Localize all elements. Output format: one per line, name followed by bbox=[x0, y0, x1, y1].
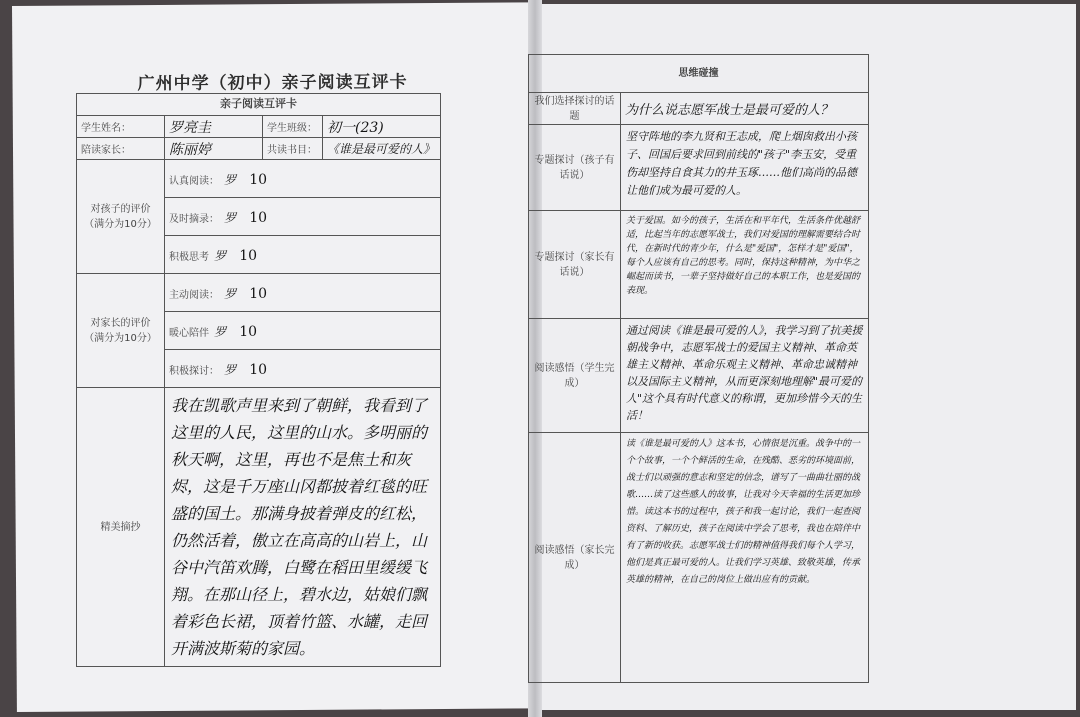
book-label: 共读书目： bbox=[263, 138, 323, 160]
book-value: 《谁是最可爱的人》 bbox=[323, 138, 441, 160]
parent-eval-prompt: 积极探讨： bbox=[169, 366, 219, 377]
parent-eval-mark: 罗 bbox=[214, 325, 227, 339]
discussion-table bbox=[528, 54, 869, 683]
child-eval-prompt: 及时摘录： bbox=[169, 214, 219, 225]
child-eval-score: 10 bbox=[239, 248, 258, 264]
parent-label: 陪读家长： bbox=[77, 138, 165, 160]
evaluation-table bbox=[76, 93, 441, 667]
child-eval-row bbox=[165, 198, 441, 236]
child-eval-label: 对孩子的评价（满分为10分） bbox=[77, 160, 165, 274]
parent-value: 陈丽婷 bbox=[165, 138, 263, 160]
parent-discussion-text: 关于爱国。如今的孩子，生活在和平年代，生活条件优越舒适，比起当年的志愿军战士，我们对爱国的理解需要结合时代，在新时代的青少年，什么是"爱国"，怎样才是"爱国"，每个人应该有自己的思考。同时，保持这种精神，为中华之崛起而读书，一辈子坚持做好自己的本职工作，也是爱国的表现。 bbox=[621, 211, 869, 319]
child-eval-prompt: 认真阅读： bbox=[169, 176, 219, 187]
parent-eval-mark: 罗 bbox=[224, 363, 237, 377]
parent-eval-row bbox=[165, 312, 441, 350]
parent-eval-prompt: 主动阅读： bbox=[169, 290, 219, 301]
parent-eval-score: 10 bbox=[239, 324, 258, 340]
child-eval-mark: 罗 bbox=[224, 211, 237, 225]
topic-label: 我们选择探讨的话题 bbox=[529, 93, 621, 125]
discussion-header: 思维碰撞 bbox=[529, 55, 869, 93]
child-eval-row bbox=[165, 236, 441, 274]
child-eval-score: 10 bbox=[249, 210, 268, 226]
parent-eval-score: 10 bbox=[249, 286, 268, 302]
student-class-label: 学生班级： bbox=[263, 116, 323, 138]
excerpt-text: 我在凯歌声里来到了朝鲜，我看到了这里的人民，这里的山水。多明丽的秋天啊，这里，再也不是焦土和灰烬，这是千万座山冈都披着红毯的旺盛的国土。那满身披着弹皮的红松，仍然活着，傲立在高高的山岩上，山谷中汽笛欢腾，白鹭在稻田里缓缓飞翔。在那山径上，碧水边，姑娘们飘着彩色长裙，顶着竹篮、水罐，走回开满波斯菊的家园。 bbox=[165, 388, 441, 667]
card-header: 亲子阅读互评卡 bbox=[77, 94, 441, 116]
student-class-value: 初一(23) bbox=[323, 116, 441, 138]
student-reflection-text: 通过阅读《谁是最可爱的人》，我学习到了抗美援朝战争中，志愿军战士的爱国主义精神、革命英雄主义精神、革命乐观主义精神、革命忠诚精神以及国际主义精神，从而更深刻地理解"最可爱的人"这个具有时代意义的称谓，更加珍惜今天的生活！ bbox=[621, 319, 869, 433]
excerpt-label: 精美摘抄 bbox=[77, 388, 165, 667]
parent-reflection-text: 读《谁是最可爱的人》这本书，心情很是沉重。战争中的一个个故事，一个个鲜活的生命，在残酷、恶劣的环境面前，战士们以顽强的意志和坚定的信念，谱写了一曲曲壮丽的战歌……读了这些感人的故事，让我对今天幸福的生活更加珍惜。读这本书的过程中，孩子和我一起讨论，我们一起查阅资料、了解历史，孩子在阅读中学会了思考，我也在陪伴中有了新的收获。志愿军战士们的精神值得我们每个人学习，他们是真正最可爱的人。让我们学习英雄、致敬英雄，传承英雄的精神，在自己的岗位上做出应有的贡献。 bbox=[621, 433, 869, 683]
parent-eval-row bbox=[165, 274, 441, 312]
child-eval-prompt: 积极思考 bbox=[169, 252, 209, 263]
child-eval-mark: 罗 bbox=[214, 249, 227, 263]
student-name-label: 学生姓名： bbox=[77, 116, 165, 138]
student-reflection-label: 阅读感悟（学生完成） bbox=[529, 319, 621, 433]
child-eval-score: 10 bbox=[249, 172, 268, 188]
parent-eval-row bbox=[165, 350, 441, 388]
topic-value: 为什么说志愿军战士是最可爱的人？ bbox=[621, 93, 869, 125]
child-eval-row bbox=[165, 160, 441, 198]
parent-eval-score: 10 bbox=[249, 362, 268, 378]
parent-reflection-label: 阅读感悟（家长完成） bbox=[529, 433, 621, 683]
parent-eval-prompt: 暖心陪伴 bbox=[169, 328, 209, 339]
student-name-value: 罗亮圭 bbox=[165, 116, 263, 138]
parent-discussion-label: 专题探讨（家长有话说） bbox=[529, 211, 621, 319]
child-eval-mark: 罗 bbox=[224, 173, 237, 187]
child-discussion-text: 坚守阵地的李九贤和王志成，爬上烟囱救出小孩子、回国后要求回到前线的"孩子"李玉安，受重伤却坚持自食其力的井玉琢……他们高尚的品德让他们成为最可爱的人。 bbox=[621, 125, 869, 211]
card-title: 广州中学（初中）亲子阅读互评卡 bbox=[137, 72, 408, 95]
child-discussion-label: 专题探讨（孩子有话说） bbox=[529, 125, 621, 211]
parent-eval-label: 对家长的评价（满分为10分） bbox=[77, 274, 165, 388]
parent-eval-mark: 罗 bbox=[224, 287, 237, 301]
